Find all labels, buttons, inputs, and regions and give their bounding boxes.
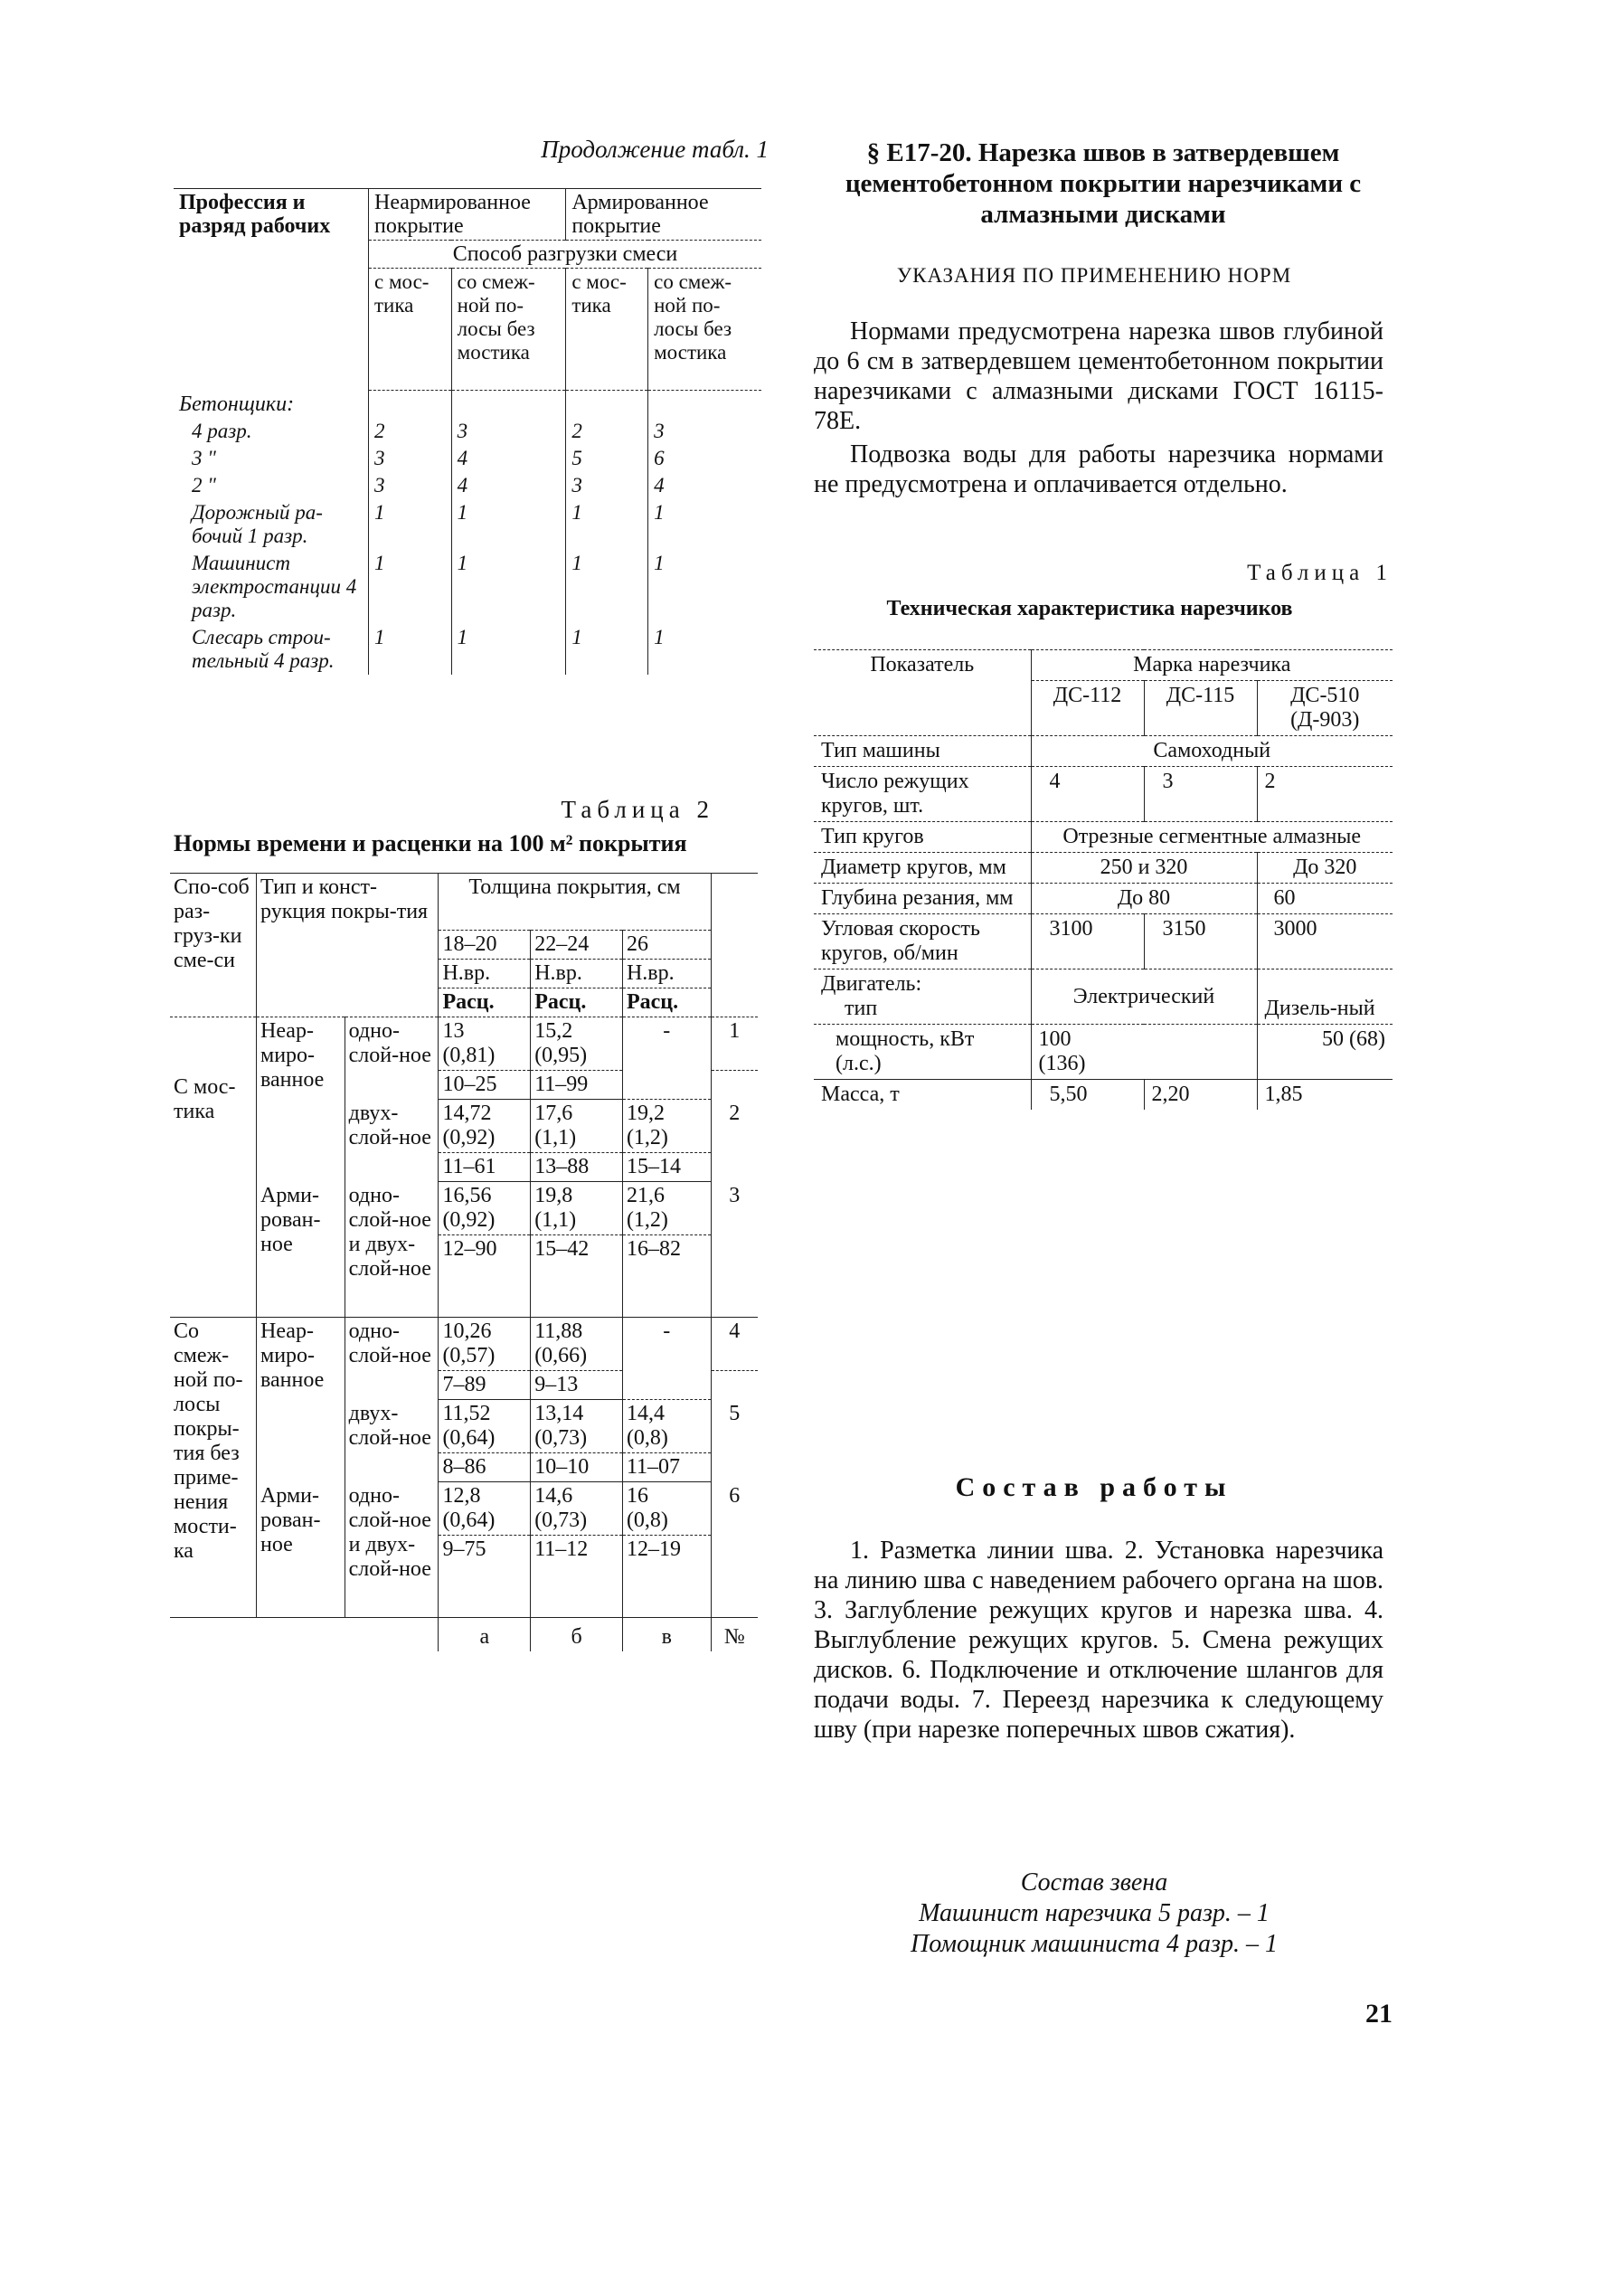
header-nvr: Н.вр. xyxy=(622,960,711,988)
row-depth-value: 60 xyxy=(1257,884,1393,914)
row-number: 6 xyxy=(711,1482,758,1536)
table-cell: 1 xyxy=(648,499,761,550)
table-row-name: 4 разр. xyxy=(192,419,252,442)
nvr-value: (0,92) xyxy=(442,1208,496,1232)
crew-line-2: Помощник машиниста 4 разр. – 1 xyxy=(911,1930,1278,1958)
table-cell: 2 xyxy=(369,418,452,445)
nvr-value: 11,52 xyxy=(442,1402,491,1425)
header-profession: Профессия и разряд рабочих xyxy=(174,189,369,391)
rasc-value: 11–07 xyxy=(622,1453,711,1482)
rasc-value: 12–19 xyxy=(622,1536,711,1618)
nvr-value: 21,6 xyxy=(626,1184,665,1207)
table-row-name: Дорожный ра-бочий 1 разр. xyxy=(192,500,323,547)
nvr-value: 17,6 xyxy=(534,1102,573,1125)
sub-from-bridge-2: с мос-тика xyxy=(566,269,648,391)
work-text: 1. Разметка линии шва. 2. Установка нарезчика на линию шва с наведением рабочего органа на шов. 3. Заглубление режущих кругов и нарезка шва. 4. Выглубление режущих кругов. 5. Смена режущих дисков. 6. Подключение и отключение шлангов для подачи воды. 7. Переезд нарезчика к следующему шву (при нарезке поперечных швов сжатия). xyxy=(814,1537,1383,1744)
rasc-value: 8–86 xyxy=(439,1453,531,1482)
row-engine-value: Электрический xyxy=(1031,969,1257,1025)
table-row-name: 2 " xyxy=(192,473,216,497)
sub-adjacent-2: со смеж-ной по-лосы без мостика xyxy=(648,269,761,391)
nvr-value: 15,2 xyxy=(534,1019,573,1043)
rasc-value: 10–25 xyxy=(439,1071,531,1100)
type-reinforced: Арми-рован-ное xyxy=(257,1182,345,1318)
nvr-value: - xyxy=(663,1019,671,1043)
nvr-value: 19,8 xyxy=(534,1184,573,1207)
table-cell: 1 xyxy=(369,499,452,550)
table-cell: 1 xyxy=(451,499,566,550)
header-t2: 22–24 xyxy=(531,931,623,960)
crew-table xyxy=(174,188,761,675)
rasc-value: 11–61 xyxy=(439,1153,531,1182)
rasc-value: 12–90 xyxy=(439,1235,531,1318)
row-circles-label: Тип кругов xyxy=(814,822,1031,853)
tech-table xyxy=(814,649,1393,1110)
header-reinforced: Армированное покрытие xyxy=(566,189,761,241)
page-number: 21 xyxy=(1365,1999,1393,2029)
rasc-value: 9–13 xyxy=(531,1371,623,1400)
nvr-value: - xyxy=(663,1319,671,1343)
table-cell: 3 xyxy=(566,472,648,499)
row-mass-label: Масса, т xyxy=(821,1083,900,1106)
tech-table-label: Таблица 1 xyxy=(1247,561,1393,585)
nvr-value: (0,73) xyxy=(534,1426,588,1450)
nvr-value: (0,8) xyxy=(626,1509,668,1532)
table-cell: 4 xyxy=(451,445,566,472)
row-depth-value: До 80 xyxy=(1031,884,1257,914)
table-cell: 4 xyxy=(451,472,566,499)
paragraph-1: Нормами предусмотрена нарезка швов глубиной до 6 см в затвердевшем цементобетонном покрытии нарезчиками с алмазными дисками ГОСТ 16115-78Е. xyxy=(814,317,1383,435)
nvr-value: (0,81) xyxy=(442,1044,496,1067)
rasc-value xyxy=(622,1371,711,1400)
sub-adjacent: со смеж-ной по-лосы без мостика xyxy=(451,269,566,391)
table-cell: 1 xyxy=(566,624,648,675)
row-number: 5 xyxy=(711,1400,758,1453)
table-cell: 4 xyxy=(648,472,761,499)
section-heading: § Е17-20. Нарезка швов в затвердевшем цементобетонном покрытии нарезчиками с алмазными дисками xyxy=(845,138,1362,229)
rasc-value: 11–99 xyxy=(531,1071,623,1100)
continuation-label: Продолжение табл. 1 xyxy=(541,136,769,163)
table-cell: 3 xyxy=(648,418,761,445)
crew-line-1: Машинист нарезчика 5 разр. – 1 xyxy=(919,1899,1270,1927)
rasc-value: 15–42 xyxy=(531,1235,623,1318)
table-cell: 3 xyxy=(369,472,452,499)
model-d903: (Д-903) xyxy=(1290,708,1360,732)
type-nonreinforced: Неар-миро-ванное xyxy=(257,1318,345,1482)
nvr-value: (1,2) xyxy=(626,1208,668,1232)
table-cell: 1 xyxy=(648,624,761,675)
header-t1: 18–20 xyxy=(439,931,531,960)
nvr-value: (0,92) xyxy=(442,1126,496,1149)
header-method: Способ разгрузки смеси xyxy=(369,241,762,269)
row-speed-label: Угловая скорость кругов, об/мин xyxy=(814,914,1031,969)
table-cell: 1 xyxy=(648,550,761,624)
nvr-value: 11,88 xyxy=(534,1319,583,1343)
rasc-value: 16–82 xyxy=(622,1235,711,1318)
row-count-value: 2 xyxy=(1257,767,1393,822)
header-rasc: Расц. xyxy=(531,988,623,1017)
table-cell: 1 xyxy=(369,624,452,675)
layer-single-double: одно-слой-ное и двух-слой-ное xyxy=(345,1182,439,1318)
nvr-value: (0,8) xyxy=(626,1426,668,1450)
nvr-value: (1,2) xyxy=(626,1126,668,1149)
table-cell: 6 xyxy=(648,445,761,472)
row-circles-value: Отрезные сегментные алмазные xyxy=(1031,822,1393,853)
nvr-value: (0,64) xyxy=(442,1509,496,1532)
row-mass-value: 5,50 xyxy=(1031,1080,1144,1111)
row-number: 1 xyxy=(711,1017,758,1071)
header-nonreinforced: Неармированное покрытие xyxy=(369,189,566,241)
model-ds510: ДС-510 xyxy=(1290,684,1360,707)
header-nvr: Н.вр. xyxy=(531,960,623,988)
row-mass-value: 1,85 xyxy=(1257,1080,1393,1111)
table-row-name: 3 " xyxy=(192,446,216,469)
column-letter: а xyxy=(439,1618,531,1652)
row-type-value: Самоходный xyxy=(1031,736,1393,767)
row-engine-label: Двигатель: xyxy=(821,972,922,996)
table-cell: 1 xyxy=(566,550,648,624)
row-power-value: (136) xyxy=(1038,1052,1086,1075)
row-mass-value: 2,20 xyxy=(1144,1080,1257,1111)
nvr-value: (0,73) xyxy=(534,1509,588,1532)
nvr-value: (0,64) xyxy=(442,1426,496,1450)
section-subheading: УКАЗАНИЯ ПО ПРИМЕНЕНИЮ НОРМ xyxy=(896,264,1292,287)
layer-single: одно-слой-ное xyxy=(345,1017,439,1100)
table2-title: Нормы времени и расценки на 100 м² покрытия xyxy=(174,830,687,856)
layer-double: двух-слой-ное xyxy=(345,1100,439,1182)
type-nonreinforced: Неар-миро-ванное xyxy=(257,1017,345,1182)
layer-single: одно-слой-ное xyxy=(345,1318,439,1400)
row-power-value: 100 xyxy=(1038,1027,1072,1051)
row-number: 4 xyxy=(711,1318,758,1371)
column-number-label: № xyxy=(711,1618,758,1652)
rasc-value: 11–12 xyxy=(531,1536,623,1618)
layer-double: двух-слой-ное xyxy=(345,1400,439,1482)
nvr-value: 13 xyxy=(442,1019,465,1043)
table-row-name: Машинист электростанции 4 разр. xyxy=(192,551,357,621)
column-letter: в xyxy=(622,1618,711,1652)
rasc-value xyxy=(622,1071,711,1100)
nvr-value: 19,2 xyxy=(626,1102,665,1125)
row-type-label: Тип машины xyxy=(814,736,1031,767)
nvr-value: 12,8 xyxy=(442,1484,481,1508)
rasc-value: 15–14 xyxy=(622,1153,711,1182)
header-type: Тип и конст-рукция покры-тия xyxy=(257,874,439,1017)
row-speed-value: 3100 xyxy=(1031,914,1144,969)
nvr-value: 16,56 xyxy=(442,1184,492,1207)
nvr-value: 14,4 xyxy=(626,1402,665,1425)
table-cell: 3 xyxy=(369,445,452,472)
nvr-value: 16 xyxy=(626,1484,648,1508)
method-from-bridge: С мос-тика xyxy=(174,1074,236,1123)
table-cell: 1 xyxy=(369,550,452,624)
method-adjacent: Со смеж-ной по-лосы покры-тия без приме-нения мости-ка xyxy=(170,1318,257,1618)
nvr-value: 14,6 xyxy=(534,1484,573,1508)
model-ds112: ДС-112 xyxy=(1031,681,1144,736)
rasc-value: 7–89 xyxy=(439,1371,531,1400)
header-nvr: Н.вр. xyxy=(439,960,531,988)
row-number: 3 xyxy=(711,1182,758,1235)
header-thickness: Толщина покрытия, см xyxy=(439,874,711,931)
type-reinforced: Арми-рован-ное xyxy=(257,1482,345,1618)
table-row-name: Слесарь строи-тельный 4 разр. xyxy=(192,625,335,672)
nvr-value: (0,57) xyxy=(442,1344,496,1367)
nvr-value: 10,26 xyxy=(442,1319,492,1343)
header-t3: 26 xyxy=(622,931,711,960)
row-count-value: 3 xyxy=(1144,767,1257,822)
table-cell: 1 xyxy=(451,550,566,624)
header-rasc: Расц. xyxy=(439,988,531,1017)
rasc-value: 13–88 xyxy=(531,1153,623,1182)
row-power-value: 50 (68) xyxy=(1257,1025,1393,1080)
table-cell: 1 xyxy=(451,624,566,675)
nvr-value: (1,1) xyxy=(534,1126,577,1149)
row-diameter-value: До 320 xyxy=(1257,853,1393,884)
header-method: Спо-соб раз-груз-ки сме-си xyxy=(170,874,257,1017)
column-letter: б xyxy=(531,1618,623,1652)
sub-from-bridge: с мос-тика xyxy=(369,269,452,391)
table-row-name: Бетонщики: xyxy=(179,392,295,416)
rasc-value: 10–10 xyxy=(531,1453,623,1482)
norms-table xyxy=(170,873,758,1651)
header-indicator: Показатель xyxy=(814,650,1031,736)
row-power-label: мощность, кВт (л.с.) xyxy=(814,1025,1031,1080)
rasc-value: 9–75 xyxy=(439,1536,531,1618)
table-cell: 3 xyxy=(451,418,566,445)
nvr-value: 14,72 xyxy=(442,1102,492,1125)
row-engine-type-label: тип xyxy=(845,997,878,1020)
row-count-value: 4 xyxy=(1031,767,1144,822)
nvr-value: (0,66) xyxy=(534,1344,588,1367)
model-ds115: ДС-115 xyxy=(1144,681,1257,736)
work-title: Состав работы xyxy=(955,1472,1233,1502)
row-count-label: Число режущих кругов, шт. xyxy=(814,767,1031,822)
header-brand: Марка нарезчика xyxy=(1031,650,1393,681)
nvr-value: (0,95) xyxy=(534,1044,588,1067)
crew-title: Состав звена xyxy=(1020,1868,1168,1896)
row-engine-value: Дизель-ный xyxy=(1257,969,1393,1025)
header-rasc: Расц. xyxy=(622,988,711,1017)
row-diameter-value: 250 и 320 xyxy=(1031,853,1257,884)
row-speed-value: 3000 xyxy=(1257,914,1393,969)
table-cell: 2 xyxy=(566,418,648,445)
table-cell: 1 xyxy=(566,499,648,550)
tech-table-title: Техническая характеристика нарезчиков xyxy=(886,597,1293,620)
layer-single-double: одно-слой-ное и двух-слой-ное xyxy=(345,1482,439,1618)
row-number: 2 xyxy=(711,1100,758,1153)
row-depth-label: Глубина резания, мм xyxy=(814,884,1031,914)
nvr-value: (1,1) xyxy=(534,1208,577,1232)
paragraph-2: Подвозка воды для работы нарезчика нормами не предусмотрена и оплачивается отдельно. xyxy=(814,440,1383,498)
row-speed-value: 3150 xyxy=(1144,914,1257,969)
table-cell: 5 xyxy=(566,445,648,472)
row-diameter-label: Диаметр кругов, мм xyxy=(814,853,1031,884)
table2-label: Таблица 2 xyxy=(561,796,714,823)
nvr-value: 13,14 xyxy=(534,1402,584,1425)
